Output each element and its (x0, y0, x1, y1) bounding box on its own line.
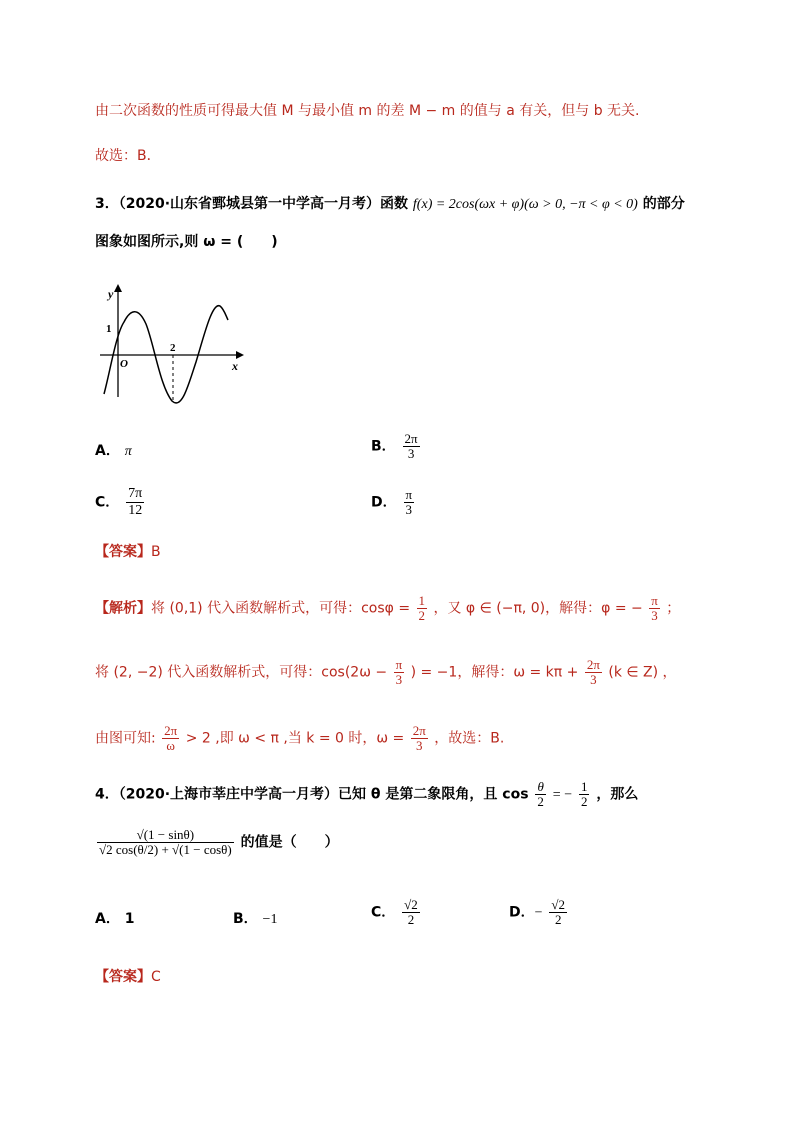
q3-a2-num2: 2π (586, 657, 600, 672)
q3-option-c-label: C． (95, 494, 120, 511)
q3-stem-line1 (95, 194, 685, 215)
graph-y-label: y (108, 287, 114, 301)
q3-stem-a: 函数 (380, 196, 409, 212)
graph-two-label: 2 (170, 342, 176, 354)
q3-option-a (95, 440, 132, 460)
q3-option-b-label: B． (371, 438, 396, 455)
q3-a2-c: (k ∈ Z) ， (608, 664, 677, 681)
q3-option-d-den: 3 (405, 502, 413, 517)
q4-answer (95, 967, 161, 987)
q3-graph (96, 282, 246, 404)
q4-stem-b: = − (552, 787, 573, 803)
q4-stem-d: 的值是（ ） (240, 834, 339, 851)
q3-a2-den2: 3 (590, 672, 597, 687)
q3-option-c (95, 486, 146, 519)
q3-option-c-den: 12 (128, 503, 143, 518)
q4-option-b-value: −1 (262, 912, 278, 927)
q4-option-a-label: A． (95, 911, 120, 927)
q3-stem-c: 图象如图所示,则 ω = ( ) (95, 234, 278, 250)
q3-number: 3． (95, 196, 119, 212)
q3-option-d-num: π (405, 487, 413, 502)
q3-a3-c: ，故选：B. (434, 730, 505, 747)
q4-option-c (371, 898, 422, 927)
q4-option-d-sign: − (534, 905, 543, 921)
q4-stem-a: 已知 θ 是第二象限角，且 cos (338, 786, 529, 803)
q3-source: （2020·山东省鄄城县第一中学高一月考） (118, 196, 381, 212)
q4-option-d-den: 2 (554, 912, 562, 927)
q3-a2-den: 3 (395, 672, 403, 687)
x-axis-arrow (236, 351, 244, 359)
q4-val-den: 2 (580, 794, 588, 809)
q3-analysis-line3 (95, 724, 504, 753)
q3-analysis-tag: 【解析】 (95, 600, 151, 617)
q3-option-a-label: A． (95, 443, 120, 459)
q4-option-d-num: √2 (551, 897, 566, 912)
q4-option-c-label: C． (371, 904, 396, 921)
q3-a2-a: 将 (2, −2) 代入函数解析式，可得：cos(2ω − (95, 664, 388, 681)
q4-option-c-den: 2 (407, 912, 415, 927)
q4-half-den: 2 (537, 794, 544, 809)
q4-option-b-label: B． (233, 911, 258, 927)
q3-a1-den: 2 (418, 608, 426, 623)
q4-option-c-num: √2 (404, 897, 418, 912)
q3-option-b-den: 3 (407, 446, 415, 461)
q3-a3-den: ω (166, 738, 175, 753)
graph-one-label: 1 (106, 323, 112, 335)
graph-x-label: x (232, 359, 238, 373)
q3-answer (95, 542, 161, 562)
q3-a1-den2: 3 (651, 608, 658, 623)
q3-analysis-line2 (95, 658, 677, 687)
q4-number: 4． (95, 786, 119, 803)
q3-option-b (371, 432, 422, 461)
prev-choice: 故选：B． (95, 148, 161, 164)
q4-option-d-label: D． (509, 904, 535, 921)
q4-val-num: 1 (580, 779, 588, 794)
q4-stem-c: ，那么 (596, 786, 639, 803)
q3-option-d (371, 488, 416, 517)
q3-a3-a: 由图可知: (95, 730, 156, 747)
cosine-curve (104, 306, 228, 403)
prev-conclusion: 由二次函数的性质可得最大值 M 与最小值 m 的差 M − m 的值与 a 有关，但与 b 无关. (95, 103, 640, 119)
q3-answer-value: B (151, 544, 161, 560)
q3-a1-b: ，又 φ ∈ (−π, 0)，解得：φ = − (433, 600, 643, 617)
q3-a3-den2: 3 (416, 738, 423, 753)
q3-a3-num: 2π (164, 723, 178, 738)
q3-analysis-line1 (95, 594, 680, 623)
q4-option-d (509, 898, 569, 927)
q4-option-a-value: 1 (124, 911, 135, 927)
q4-expr-den: √2 cos(θ/2) + √(1 − cosθ) (99, 842, 232, 857)
q3-a1-a: 将 (0,1) 代入函数解析式，可得：cosφ = (151, 600, 411, 617)
q3-a2-b: ) = −1，解得：ω = kπ + (410, 664, 579, 681)
q3-option-a-value: π (124, 444, 132, 459)
q4-option-a (95, 908, 134, 928)
q4-stem-line1 (95, 780, 638, 809)
q4-answer-value: C (151, 969, 161, 985)
q3-a1-num2: π (651, 593, 658, 608)
q3-formula: f(x) = 2cos(ωx + φ)(ω > 0, −π < φ < 0) (412, 197, 638, 212)
y-axis-arrow (114, 284, 122, 292)
q4-half-num: θ (535, 780, 546, 795)
q3-a3-num2: 2π (412, 723, 426, 738)
q4-source: （2020·上海市莘庄中学高一月考） (118, 786, 339, 803)
graph-origin-label: O (120, 358, 128, 370)
q3-option-b-num: 2π (404, 431, 418, 446)
q3-stem-b: 的部分 (642, 196, 685, 212)
q3-option-d-label: D． (371, 494, 397, 511)
q3-a1-c: ； (666, 600, 681, 617)
q4-expr-num: √(1 − sinθ) (97, 828, 234, 843)
q4-option-b (233, 908, 277, 928)
q3-option-c-num: 7π (128, 486, 143, 501)
q3-answer-tag: 【答案】 (95, 544, 151, 560)
q4-answer-tag: 【答案】 (95, 969, 151, 985)
q3-a2-num: π (395, 657, 403, 672)
q3-a1-num: 1 (418, 593, 426, 608)
q3-a3-b: > 2 ,即 ω < π ,当 k = 0 时，ω = (185, 730, 405, 747)
q4-stem-line2 (95, 828, 339, 857)
